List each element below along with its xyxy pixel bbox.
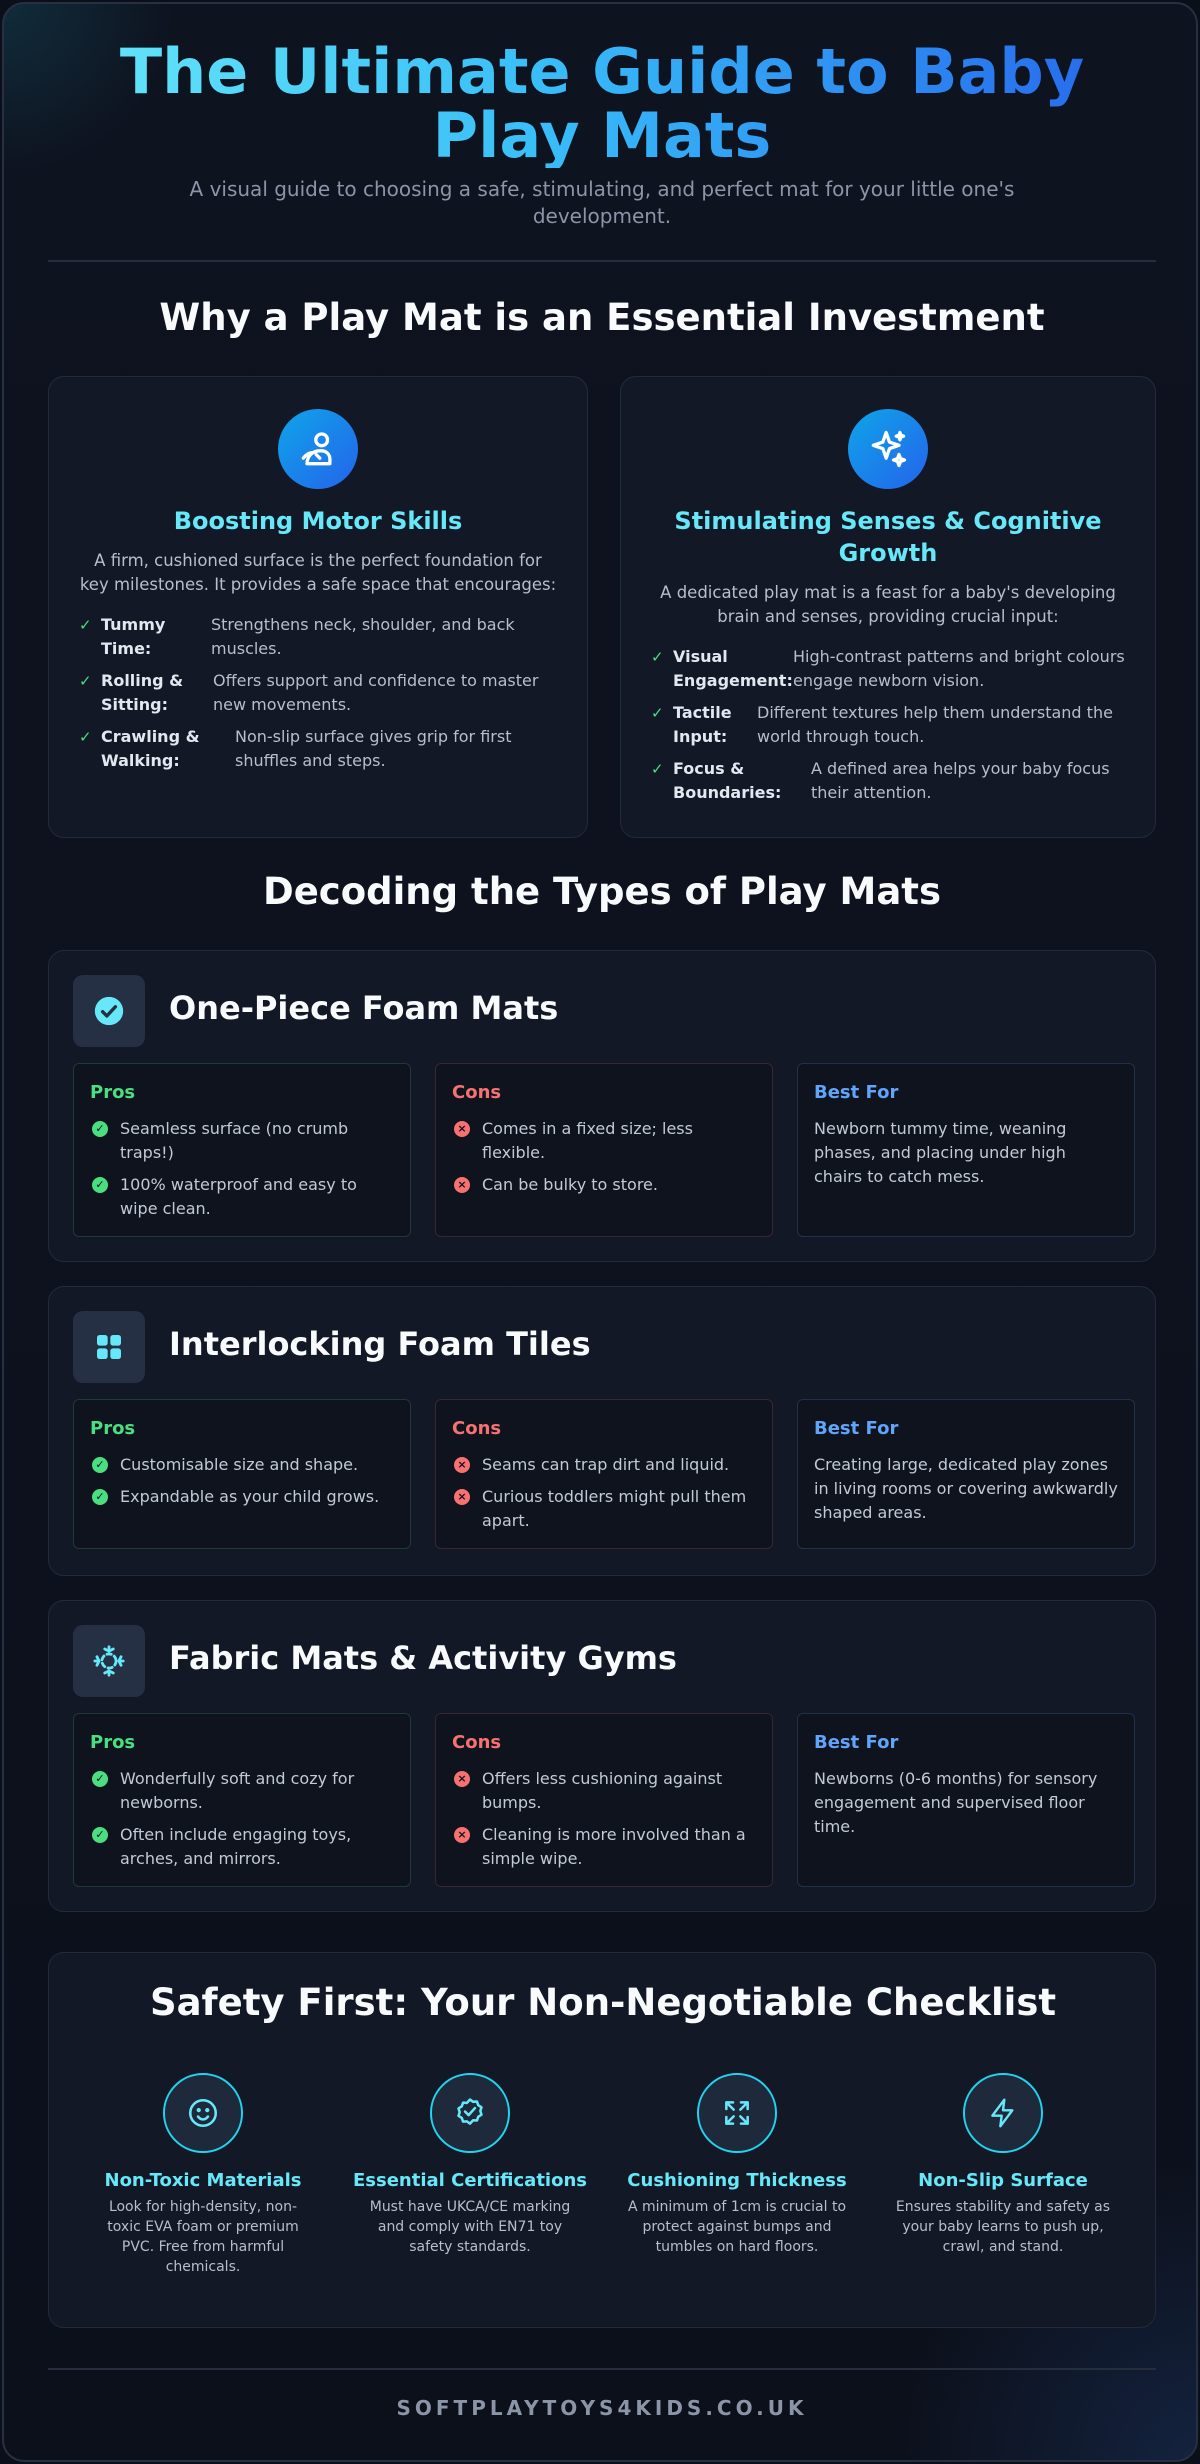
list-item: ✓ Crawling & Walking: Non-slip surface gives grip for first shuffles and steps. — [79, 725, 557, 773]
footer-website[interactable]: SOFTPLAYTOYS4KIDS.CO.UK — [396, 2396, 808, 2420]
lightning-icon — [963, 2073, 1043, 2153]
check-icon: ✓ — [651, 760, 664, 778]
check-icon: ✓ — [92, 1489, 108, 1505]
mat-type-title: One-Piece Foam Mats — [169, 989, 559, 1027]
cons-heading: Cons — [452, 1732, 502, 1753]
pros-item: ✓ Expandable as your child grows. — [90, 1485, 394, 1509]
page-title: The Ultimate Guide to Baby Play Mats — [48, 40, 1156, 168]
best-for-heading: Best For — [814, 1418, 899, 1439]
best-for-heading: Best For — [814, 1732, 899, 1753]
types-section-title: Decoding the Types of Play Mats — [262, 870, 941, 913]
cons-panel — [435, 1713, 773, 1887]
why-section-title: Why a Play Mat is an Essential Investment — [159, 296, 1045, 339]
check-icon: ✓ — [79, 672, 92, 690]
check-icon: ✓ — [92, 1457, 108, 1473]
x-icon: × — [454, 1177, 470, 1193]
cons-heading: Cons — [452, 1082, 502, 1103]
best-for-text: Creating large, dedicated play zones in living rooms or covering awkwardly shaped areas. — [814, 1455, 1118, 1522]
activity-gym-icon — [73, 1625, 145, 1697]
check-icon: ✓ — [79, 728, 92, 746]
pros-item: ✓ Customisable size and shape. — [90, 1453, 394, 1477]
cons-item: × Can be bulky to store. — [452, 1173, 756, 1197]
person-icon — [278, 409, 358, 489]
benefit-list — [79, 613, 557, 781]
cons-panel — [435, 1399, 773, 1549]
safety-item-title: Cushioning Thickness — [627, 2170, 847, 2191]
pros-panel — [73, 1063, 411, 1237]
check-icon: ✓ — [92, 1177, 108, 1193]
expand-icon — [697, 2073, 777, 2153]
best-for-panel — [797, 1713, 1135, 1887]
safety-item-desc: A minimum of 1cm is crucial to protect against bumps and tumbles on hard floors. — [627, 2199, 847, 2255]
check-icon: ✓ — [92, 1827, 108, 1843]
x-icon: × — [454, 1457, 470, 1473]
mat-type-card-one-piece — [48, 950, 1156, 1262]
safety-section-title: Safety First: Your Non-Negotiable Checklist — [149, 1981, 1057, 2024]
pros-heading: Pros — [90, 1732, 136, 1753]
mat-type-title: Fabric Mats & Activity Gyms — [169, 1639, 677, 1677]
pros-item: ✓ Wonderfully soft and cozy for newborns. — [90, 1767, 394, 1815]
best-for-text: Newborn tummy time, weaning phases, and placing under high chairs to catch mess. — [814, 1119, 1067, 1186]
benefit-title: Stimulating Senses & Cognitive Growth — [674, 507, 1102, 567]
benefit-intro: A dedicated play mat is a feast for a baby's developing brain and senses, providing crucial input: — [660, 583, 1116, 626]
check-icon: ✓ — [92, 1771, 108, 1787]
cons-item: × Comes in a fixed size; less flexible. — [452, 1117, 756, 1165]
list-item: ✓ Visual Engagement: High-contrast patterns and bright colours engage newborn vision. — [651, 645, 1125, 693]
x-icon: × — [454, 1121, 470, 1137]
x-icon: × — [454, 1771, 470, 1787]
x-icon: × — [454, 1489, 470, 1505]
best-for-panel — [797, 1399, 1135, 1549]
cons-item: × Seams can trap dirt and liquid. — [452, 1453, 756, 1477]
list-item: ✓ Tummy Time: Strengthens neck, shoulder, and back muscles. — [79, 613, 557, 661]
pros-item: ✓ 100% waterproof and easy to wipe clean. — [90, 1173, 394, 1221]
benefit-card-motor-skills — [48, 376, 588, 838]
infographic-frame — [2, 2, 1198, 2462]
benefit-intro: A firm, cushioned surface is the perfect foundation for key milestones. It provides a safe space that encourages: — [79, 551, 557, 594]
safety-item-desc: Must have UKCA/CE marking and comply with EN71 toy safety standards. — [369, 2199, 571, 2255]
benefit-card-senses — [620, 376, 1156, 838]
benefit-title: Boosting Motor Skills — [173, 507, 463, 535]
smile-icon — [163, 2073, 243, 2153]
best-for-panel — [797, 1063, 1135, 1237]
badge-check-icon — [430, 2073, 510, 2153]
best-for-text: Newborns (0-6 months) for sensory engagement and supervised floor time. — [814, 1769, 1098, 1836]
safety-item-title: Essential Certifications — [353, 2170, 587, 2191]
list-item: ✓ Rolling & Sitting: Offers support and confidence to master new movements. — [79, 669, 557, 717]
safety-item-desc: Ensures stability and safety as your baby learns to push up, crawl, and stand. — [895, 2199, 1111, 2255]
cons-panel — [435, 1063, 773, 1237]
pros-panel — [73, 1713, 411, 1887]
cons-item: × Offers less cushioning against bumps. — [452, 1767, 756, 1815]
pros-item: ✓ Seamless surface (no crumb traps!) — [90, 1117, 394, 1165]
pros-heading: Pros — [90, 1418, 136, 1439]
mat-type-card-interlocking — [48, 1286, 1156, 1576]
cons-heading: Cons — [452, 1418, 502, 1439]
pros-panel — [73, 1399, 411, 1549]
safety-checklist-card — [48, 1952, 1156, 2328]
mat-type-card-fabric — [48, 1600, 1156, 1912]
safety-item-certifications — [350, 2073, 590, 2257]
x-icon: × — [454, 1827, 470, 1843]
grid-icon — [73, 1311, 145, 1383]
best-for-heading: Best For — [814, 1082, 899, 1103]
benefit-list — [651, 645, 1125, 813]
safety-item-desc: Look for high-density, non-toxic EVA foam or premium PVC. Free from harmful chemicals. — [107, 2199, 299, 2275]
check-icon: ✓ — [92, 1121, 108, 1137]
safety-item-non-slip — [883, 2073, 1123, 2257]
mat-type-title: Interlocking Foam Tiles — [169, 1325, 591, 1363]
cons-item: × Cleaning is more involved than a simple wipe. — [452, 1823, 756, 1871]
footer-divider — [48, 2368, 1156, 2370]
check-icon: ✓ — [651, 704, 664, 722]
check-circle-icon — [73, 975, 145, 1047]
check-icon: ✓ — [79, 616, 92, 634]
safety-item-title: Non-Toxic Materials — [104, 2170, 302, 2191]
check-icon: ✓ — [651, 648, 664, 666]
list-item: ✓ Tactile Input: Different textures help them understand the world through touch. — [651, 701, 1125, 749]
header-divider — [48, 260, 1156, 262]
safety-item-cushioning — [617, 2073, 857, 2257]
safety-item-title: Non-Slip Surface — [918, 2170, 1088, 2191]
cons-item: × Curious toddlers might pull them apart. — [452, 1485, 756, 1533]
list-item: ✓ Focus & Boundaries: A defined area helps your baby focus their attention. — [651, 757, 1125, 805]
sparkles-icon — [848, 409, 928, 489]
pros-item: ✓ Often include engaging toys, arches, and mirrors. — [90, 1823, 394, 1871]
page-subtitle: A visual guide to choosing a safe, stimulating, and perfect mat for your little one's development. — [189, 177, 1015, 228]
pros-heading: Pros — [90, 1082, 136, 1103]
safety-item-non-toxic — [83, 2073, 323, 2277]
